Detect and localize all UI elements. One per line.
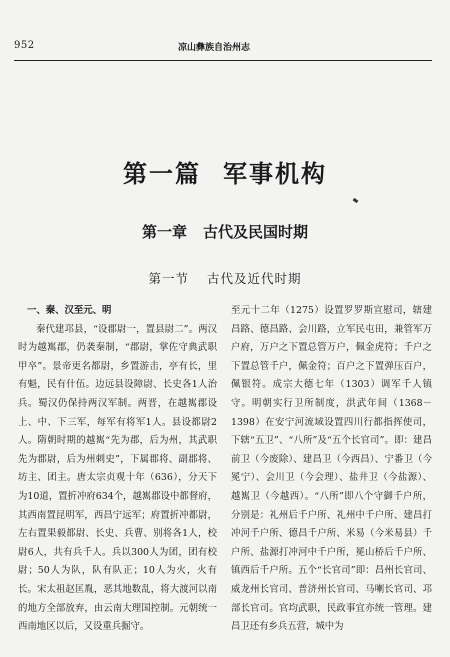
subsection-heading: 一、秦、汉至元、明 xyxy=(27,305,112,316)
chapter-number: 第一章 xyxy=(141,223,187,241)
chapter-name: 古代及民国时期 xyxy=(203,223,309,241)
page-header xyxy=(0,40,450,54)
part-title xyxy=(0,154,450,189)
left-column xyxy=(18,302,217,650)
scan-speck xyxy=(353,198,359,203)
part-name: 军事机构 xyxy=(223,159,327,188)
running-title: 凉山彝族自治州志 xyxy=(178,43,251,53)
chapter-title xyxy=(0,221,450,242)
header-rule xyxy=(14,60,432,61)
part-number: 第一篇 xyxy=(123,159,201,188)
page-number: 952 xyxy=(14,40,35,51)
section-number: 第一节 xyxy=(148,271,189,286)
section-title xyxy=(0,269,450,287)
body-paragraph: 秦代建邛县，“设郡尉一，置县尉二”。两汉时为越嶲郡，仍袭秦制，“郡尉，掌佐守典武职甲卒”。景帝更名都尉，乡置游击，亭有长，里有魁，民有什伍。边远县设障尉、长史各1人治兵。蜀汉仍保持两汉军制。两晋，在越嶲郡设上、中、下三军，每军有将军1人。县设都尉2人。隋朝时期的越嶲“先为郡，后为州，其武职先为郡尉，后为州刺史”，下属郡将、副郡将、坊主、团主。唐太宗贞观十年（636），分天下为10道，置折冲府634个，越嶲郡设中都督府，其西南置昆明军，西昌宁远军；府置折冲都尉，左右置果毅都尉、长史、兵曹、别将各1人，校尉6人，共有兵千人。兵以300人为团，团有校尉；50人为队，队有队正；10人为火，火有长。宋太祖赵匡胤，恶其地数乱，将大渡河以南的地方全部放弃，由云南大理国控制。元朝统一西南地区以后，又设重兵掘守。 xyxy=(18,323,217,633)
right-column xyxy=(231,302,432,650)
section-name: 古代及近代时期 xyxy=(207,271,302,286)
body-paragraph-continued: 至元十二年（1275）设置罗罗斯宣慰司，辖建昌路、德昌路、会川路，立军民屯田，兼管军万户府，万户之下置总管万户，佩金虎符；千户之下置总管千户，佩金符；百户之下置弹压百户，佩银符。成宗大德七年（1303）调军千人镇守。明朝实行卫所制度，洪武年间（1368－1398）在安宁河流域设置四川行都指挥使司，下辖“五卫”、“八所”及“五个长官司”。即：建昌前卫（今废除）、建昌卫（今西昌）、宁番卫（今冕宁）、会川卫（今会理）、盐井卫（今盐源）、越嶲卫（今越西）。“八所”即八个守御千户所，分别是：礼州后千户所、礼州中千户所、建昌打冲河千户所、德昌千户所、米易（今米易县）千户所、盐源打冲河中千户所，冕山桥后千户所、镇西后千户所。五个“长官司”即：昌州长官司、威龙州长官司、普济州长官司、马喇长官司、邛部长官司。官均武职，民政事宜亦统一管理。建昌卫还有乡兵五营，城中为 xyxy=(231,305,432,633)
